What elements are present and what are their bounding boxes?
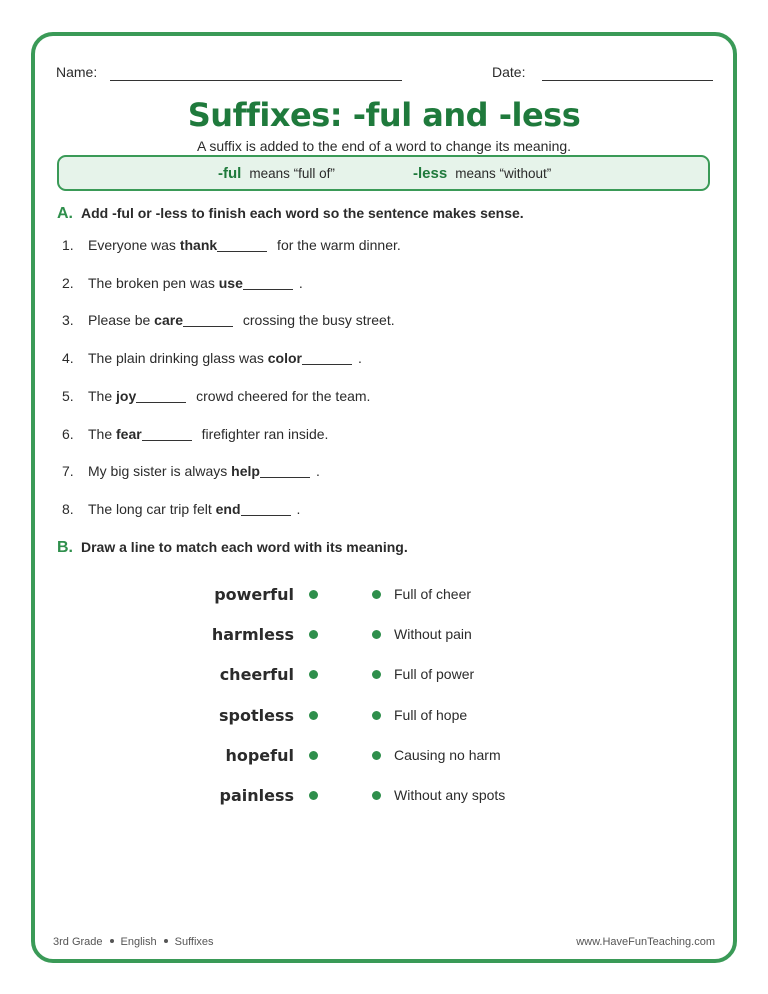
word-match-dot[interactable] [309, 751, 318, 760]
sentence-item [62, 388, 370, 404]
sentence-item [62, 463, 320, 479]
name-line[interactable] [110, 80, 402, 81]
match-word: hopeful [225, 745, 294, 765]
root-word: care [154, 312, 183, 329]
meaning-match-dot[interactable] [372, 590, 381, 599]
word-match-dot[interactable] [309, 711, 318, 720]
footer-separator [110, 939, 114, 943]
sentence-start: The broken pen was [88, 274, 219, 291]
root-word: color [267, 350, 302, 367]
meaning-ful: means “full of” [249, 166, 335, 181]
match-meaning: Full of power [394, 666, 475, 683]
answer-blank[interactable] [260, 464, 310, 478]
page-title: Suffixes: -ful and -less [187, 96, 581, 134]
sentence-end: . [358, 350, 362, 367]
sentence-end: . [315, 463, 320, 480]
root-word: thank [179, 237, 218, 253]
suffix-ful: -ful [218, 165, 242, 182]
item-number: 3. [62, 312, 74, 329]
sentence-item [62, 237, 401, 253]
sentence-end: . [298, 274, 303, 291]
answer-blank[interactable] [183, 313, 233, 327]
sentence-start: The [88, 425, 117, 442]
sentence-item [62, 312, 395, 328]
sentence-item [62, 501, 300, 517]
definition-ful [218, 165, 335, 182]
sentence-start: The plain drinking glass was [88, 350, 268, 367]
definition-box [57, 155, 710, 191]
sentence-item [62, 275, 303, 291]
match-word: spotless [219, 705, 294, 725]
name-date-bar [56, 64, 716, 84]
section-b-letter: B. [57, 539, 73, 556]
root-word: joy [116, 387, 137, 404]
sentence-start: The [88, 387, 117, 404]
sentence-end: . [296, 500, 301, 517]
footer-tag-grade: 3rd Grade [53, 936, 103, 948]
footer-tags [53, 936, 214, 948]
meaning-match-dot[interactable] [372, 791, 381, 800]
section-a-instruction: Add -ful or -less to finish each word so the sentence makes sense. [81, 205, 524, 221]
date-label: Date: [492, 64, 526, 80]
item-number: 8. [62, 500, 74, 517]
page-subtitle: A suffix is added to the end of a word to change its meaning. [196, 138, 572, 154]
root-word: use [218, 274, 243, 291]
meaning-match-dot[interactable] [372, 751, 381, 760]
match-word: cheerful [219, 665, 294, 685]
sentence-end: firefighter ran inside. [197, 425, 329, 442]
section-a-heading [57, 205, 524, 223]
sentence-start: My big sister is always [88, 463, 232, 480]
footer-separator [164, 939, 168, 943]
match-meaning: Full of hope [394, 706, 468, 723]
sentence-item [62, 426, 328, 442]
sentence-end: crowd cheered for the team. [192, 387, 371, 404]
match-meaning: Causing no harm [394, 746, 501, 763]
word-match-dot[interactable] [309, 791, 318, 800]
footer-tag-topic: Suffixes [174, 936, 214, 948]
section-b-heading [57, 539, 408, 557]
answer-blank[interactable] [243, 276, 293, 290]
item-number: 2. [62, 274, 74, 291]
answer-blank[interactable] [217, 238, 267, 252]
root-word: fear [116, 425, 142, 442]
match-word: painless [219, 786, 294, 805]
date-line[interactable] [542, 80, 713, 81]
answer-blank[interactable] [136, 389, 186, 403]
section-a-letter: A. [57, 205, 73, 222]
footer-tag-subject: English [120, 936, 157, 948]
match-meaning: Without pain [394, 626, 472, 643]
match-word: harmless [211, 625, 294, 645]
footer-site: www.HaveFunTeaching.com [576, 936, 715, 948]
answer-blank[interactable] [142, 427, 192, 441]
sentence-end: for the warm dinner. [273, 237, 401, 253]
root-word: help [231, 463, 260, 480]
sentence-end: crossing the busy street. [238, 312, 395, 329]
sentence-start: Please be [88, 312, 155, 329]
sentence-start: Everyone was [88, 237, 180, 253]
item-number: 5. [62, 387, 74, 404]
answer-blank[interactable] [241, 502, 291, 516]
definition-less [413, 165, 551, 182]
item-number: 1. [62, 237, 74, 253]
item-number: 6. [62, 425, 74, 442]
meaning-less: means “without” [455, 166, 552, 181]
match-word: powerful [214, 585, 294, 604]
word-match-dot[interactable] [309, 590, 318, 599]
match-meaning: Full of cheer [394, 586, 472, 602]
sentence-start: The long car trip felt [88, 500, 216, 517]
suffix-less: -less [413, 165, 448, 182]
root-word: end [215, 500, 241, 517]
meaning-match-dot[interactable] [372, 711, 381, 720]
sentence-item [62, 350, 362, 366]
answer-blank[interactable] [302, 351, 352, 365]
match-meaning: Without any spots [394, 787, 506, 803]
item-number: 4. [62, 350, 74, 367]
item-number: 7. [62, 463, 74, 480]
section-b-instruction: Draw a line to match each word with its meaning. [81, 539, 408, 555]
name-label: Name: [56, 64, 98, 80]
